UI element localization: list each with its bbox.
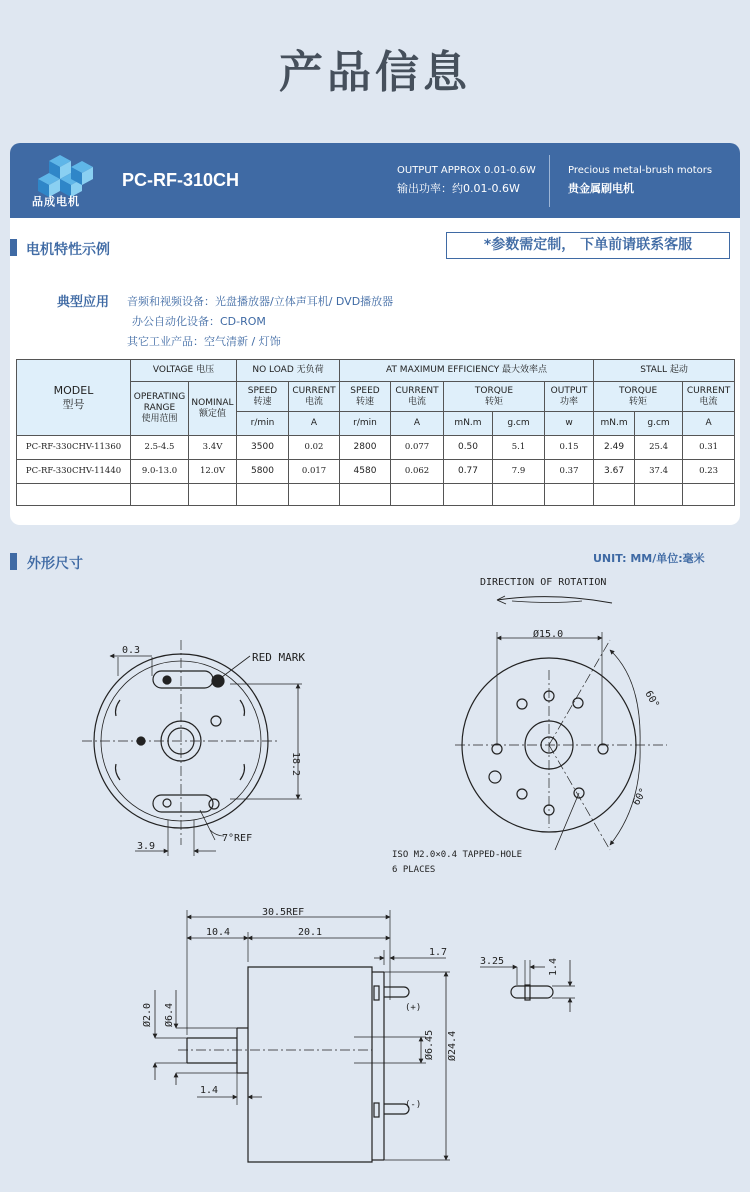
red-mark-label: RED MARK (252, 651, 305, 664)
side-view-drawing (155, 910, 450, 1162)
table-cell: 5.1 (493, 436, 545, 460)
dim-dia-6-45-label: Ø6.45 (424, 1029, 435, 1060)
page-title: 产品信息 (279, 47, 471, 98)
places-note: 6 PLACES (392, 865, 436, 875)
iso-note: ISO M2.0×0.4 TAPPED-HOLE (392, 850, 523, 860)
unit-cell: r/min (340, 412, 391, 436)
table-cell: 9.0-13.0 (131, 460, 189, 484)
table-cell: 0.15 (545, 436, 594, 460)
model-header: MODEL 型号 (17, 360, 131, 436)
dim-dia-6-4-label: Ø6.4 (164, 1002, 175, 1027)
dim-1-4-label: 1.4 (200, 1085, 219, 1096)
unit-cell: w (545, 412, 594, 436)
table-cell: 2.49 (594, 436, 635, 460)
table-cell: 12.0V (189, 460, 237, 484)
table-cell: PC-RF-330CHV-11360 (17, 436, 131, 460)
application-line: 办公自动化设备：CD-ROM (132, 315, 266, 328)
dim-18-2-label: 18.2 (290, 752, 301, 777)
table-cell: PC-RF-330CHV-11440 (17, 460, 131, 484)
operating-range-header: OPERATING RANGE 使用范围 (131, 382, 189, 436)
output-en: OUTPUT APPROX 0.01-0.6W (397, 165, 536, 176)
application-line: 音频和视频设备：光盘播放器/立体声耳机/ DVD播放器 (127, 295, 394, 308)
unit-cell: mN.m (594, 412, 635, 436)
current-header: CURRENT 电流 (683, 382, 735, 412)
output-cn: 输出功率：约0.01-0.6W (397, 182, 520, 195)
terminal-detail-drawing (480, 957, 575, 1012)
table-cell: 3500 (237, 436, 289, 460)
section-title-characteristics: 电机特性示例 (26, 242, 110, 258)
stall-header: STALL 起动 (594, 360, 735, 382)
dim-3-9-label: 3.9 (137, 841, 156, 852)
precious-metal-en: Precious metal-brush motors (568, 165, 713, 176)
unit-cell: mN.m (444, 412, 493, 436)
table-cell: 0.02 (289, 436, 340, 460)
section-title-dimensions: 外形尺寸 (27, 556, 83, 572)
table-cell: 3.4V (189, 436, 237, 460)
speed-header: SPEED 转速 (340, 382, 391, 412)
speed-header: SPEED 转速 (237, 382, 289, 412)
voltage-header: VOLTAGE 电压 (131, 360, 237, 382)
table-cell: 0.77 (444, 460, 493, 484)
current-header: CURRENT 电流 (289, 382, 340, 412)
torque-header: TORQUE 转矩 (444, 382, 545, 412)
brand-logo-text: 品成电机 (32, 195, 80, 208)
table-cell: 5800 (237, 460, 289, 484)
table-cell: 2.5-4.5 (131, 436, 189, 460)
unit-label: UNIT: MM/单位:毫米 (593, 552, 705, 565)
table-cell: 2800 (340, 436, 391, 460)
dim-0-3-label: 0.3 (122, 645, 141, 656)
table-cell: 0.017 (289, 460, 340, 484)
plus-terminal-label: (+) (405, 1003, 422, 1013)
table-cell: 0.23 (683, 460, 735, 484)
table-cell: 3.67 (594, 460, 635, 484)
table-cell: 0.50 (444, 436, 493, 460)
unit-cell: A (683, 412, 735, 436)
unit-cell: g.cm (493, 412, 545, 436)
nominal-header: NOMINAL 额定值 (189, 382, 237, 436)
table-cell: 7.9 (493, 460, 545, 484)
noload-header: NO LOAD 无负荷 (237, 360, 340, 382)
dim-30-5-label: 30.5REF (262, 907, 305, 918)
table-cell: 37.4 (635, 460, 683, 484)
table-cell: 0.31 (683, 436, 735, 460)
table-cell: 4580 (340, 460, 391, 484)
minus-terminal-label: (-) (405, 1100, 422, 1110)
dim-dia-2-label: Ø2.0 (142, 1002, 153, 1027)
table-cell: 0.37 (545, 460, 594, 484)
model-title: PC-RF-310CH (122, 170, 240, 190)
unit-cell: A (289, 412, 340, 436)
output-header: OUTPUT 功率 (545, 382, 594, 412)
dim-dia-24-4-label: Ø24.4 (447, 1030, 458, 1061)
dim-20-1-label: 20.1 (298, 927, 323, 938)
dim-3-25-label: 3.25 (480, 956, 505, 967)
application-label: 典型应用 (57, 295, 110, 310)
table-cell: 0.077 (391, 436, 444, 460)
rotation-label: DIRECTION OF ROTATION (480, 577, 607, 588)
dim-10-4-label: 10.4 (206, 927, 231, 938)
angle-60-label: 60° (642, 689, 661, 711)
unit-cell: A (391, 412, 444, 436)
angle-60-label: 60° (631, 786, 650, 808)
max-efficiency-header: AT MAXIMUM EFFICIENCY 最大效率点 (340, 360, 594, 382)
ref-7-label: 7°REF (222, 833, 253, 844)
table-cell: 0.062 (391, 460, 444, 484)
rear-view-drawing (82, 640, 302, 856)
dim-1-4-label: 1.4 (548, 957, 559, 976)
table-cell: 25.4 (635, 436, 683, 460)
dim-1-7-label: 1.7 (429, 947, 448, 958)
torque-header: TORQUE 转矩 (594, 382, 683, 412)
current-header: CURRENT 电流 (391, 382, 444, 412)
unit-cell: g.cm (635, 412, 683, 436)
application-line: 其它工业产品：空气清新 / 灯饰 (127, 335, 281, 348)
custom-notice: *参数需定制， 下单前请联系客服 (446, 232, 730, 259)
diameter-15-label: Ø15.0 (533, 629, 564, 640)
unit-cell: r/min (237, 412, 289, 436)
precious-metal-cn: 贵金属刷电机 (568, 182, 634, 195)
